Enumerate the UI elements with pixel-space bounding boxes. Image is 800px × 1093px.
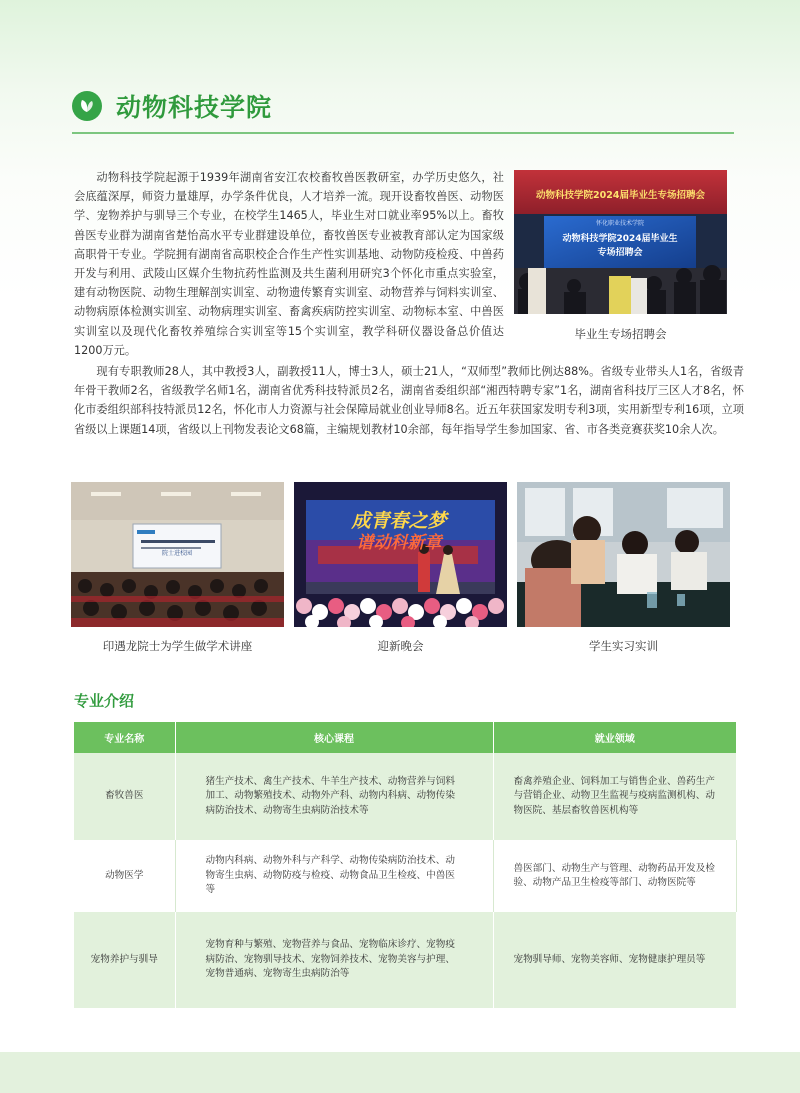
hiring-fair-caption: 毕业生专场招聘会 <box>574 327 667 341</box>
welcome-gala-photo <box>294 482 507 627</box>
major-core-courses: 动物内科病、动物外科与产科学、动物传染病防治技术、动物寄生虫病、动物防疫与检疫、动物食品卫生检疫、中兽医等 <box>175 840 493 912</box>
column-header-core-courses: 核心课程 <box>175 722 493 753</box>
leaf-icon <box>72 91 102 121</box>
major-employment: 宠物驯导师、宠物美容师、宠物健康护理员等 <box>493 912 737 1008</box>
table-row <box>74 753 737 840</box>
intro-paragraph-2: 现有专职教师28人，其中教授3人，副教授11人，博士3人，硕士21人，“双师型”教师比例达88%。省级专业带头人1名，省级青年骨干教师2名，省级教学名师1名，湖南省优秀科技特派员2名，湖南省委组织部“湘西特聘专家”1名，湖南省科技厅三区人才8名，怀化市委组织部科技特派员12名，怀化市人力资源与社会保障局就业创业导师8名。近五年获国家发明专利3项，实用新型专利16项，立项省级以上课题14项，省级以上刊物发表论文68篇，主编规划教材10余部，每年指导学生参加国家、省、市各类竞赛获奖10余人次。 <box>74 365 744 436</box>
hiring-banner-text: 动物科技学院2024届毕业生专场招聘会 <box>536 190 705 201</box>
gala-title-line-1: 成青春之梦 <box>351 510 447 532</box>
hiring-fair-photo <box>514 170 727 314</box>
table-row <box>74 840 737 912</box>
student-lab-photo <box>517 482 730 627</box>
intro-text <box>74 168 504 360</box>
lecture-caption: 印遇龙院士为学生做学术讲座 <box>102 639 253 653</box>
welcome-gala-caption: 迎新晚会 <box>377 639 424 653</box>
majors-section-title: 专业介绍 <box>74 692 135 710</box>
major-core-courses: 猪生产技术、禽生产技术、牛羊生产技术、动物营养与饲料加工、动物繁殖技术、动物外产科、动物内科病、动物传染病防治技术、动物寄生虫病防治技术等 <box>175 753 493 840</box>
lecture-photo <box>71 482 284 627</box>
table-header-row <box>74 722 737 753</box>
major-name: 畜牧兽医 <box>74 753 175 840</box>
hiring-screen-line-1: 动物科技学院2024届毕业生 <box>562 234 678 244</box>
major-core-courses: 宠物育种与繁殖、宠物营养与食品、宠物临床诊疗、宠物疫病防治、宠物驯导技术、宠物饲养技术、宠物美容与护理、宠物普通病、宠物寄生虫病防治等 <box>175 912 493 1008</box>
hiring-screen-line-2: 专场招聘会 <box>597 248 643 258</box>
header-divider <box>72 132 734 134</box>
major-employment: 畜禽养殖企业、饲料加工与销售企业、兽药生产与营销企业、动物卫生监视与疫病监测机构、动物医院、基层畜牧兽医机构等 <box>493 753 737 840</box>
lecture-screen-text: 院士进校园 <box>161 550 192 557</box>
page-header <box>72 88 272 124</box>
column-header-major: 专业名称 <box>74 722 175 753</box>
footer-band <box>0 1052 800 1093</box>
major-name: 宠物养护与驯导 <box>74 912 175 1008</box>
intro-paragraph-1: 动物科技学院起源于1939年湖南省安江农校畜牧兽医教研室，办学历史悠久，社会底蕴深厚，师资力量雄厚，办学条件优良，人才培养一流。现开设畜牧兽医、动物医学、宠物养护与驯导三个专业，在校学生1465人，毕业生对口就业率95%以上。畜牧兽医专业群为湖南省楚怡高水平专业群建设单位，畜牧兽医专业被教育部认定为国家级高职骨干专业。学院拥有湖南省高职校企合作生产性实训基地、动物防疫检疫、中兽药开发与利用、武陵山区媒介生物抗药性监测及共生菌利用研究3个怀化市重点实验室，建有动物医院、动物生理解剖实训室、动物遗传繁育实训室、动物营养与饲料实训室、动物病原体检测实训室、动物病理实训室、畜禽疾病防控实训室、动物标本室、中兽医实训室以及现代化畜牧养殖综合实训室等15个实训室，教学科研仪器设备总价值达1200万元。 <box>74 171 504 357</box>
page-title: 动物科技学院 <box>116 93 273 122</box>
column-header-employment: 就业领域 <box>493 722 737 753</box>
major-employment: 兽医部门、动物生产与管理、动物药品开发及检验、动物产品卫生检疫等部门、动物医院等 <box>493 840 737 912</box>
gala-title-line-2: 谱动科新章 <box>356 533 442 553</box>
majors-table <box>74 722 737 1008</box>
table-row <box>74 912 737 1008</box>
major-name: 动物医学 <box>74 840 175 912</box>
hiring-screen-logo: 怀化职业技术学院 <box>595 220 644 227</box>
student-lab-caption: 学生实习实训 <box>589 639 658 653</box>
